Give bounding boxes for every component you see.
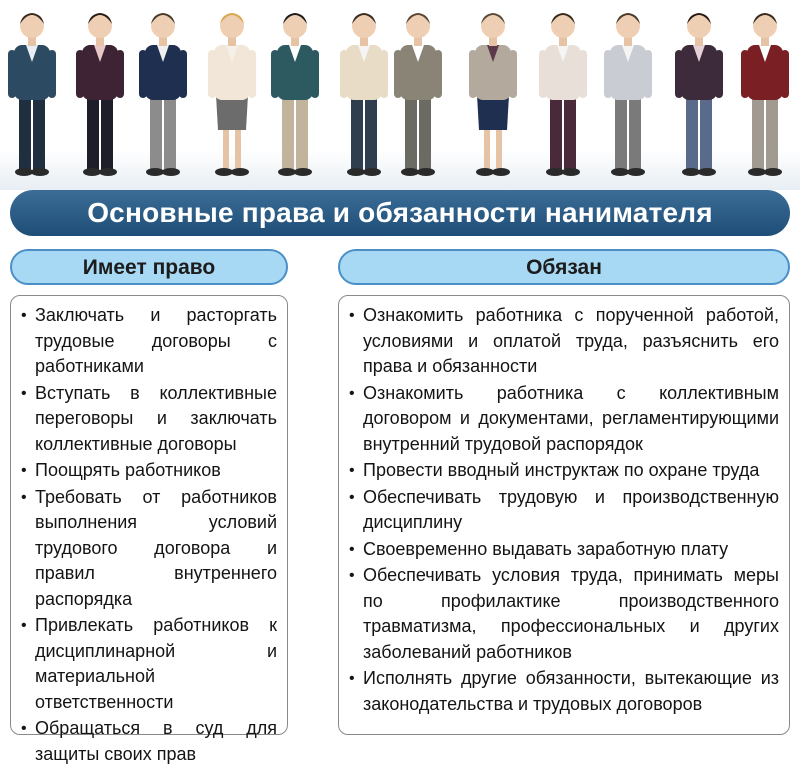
person-leg <box>629 95 641 170</box>
rights-list <box>23 303 277 767</box>
person-leg <box>496 130 502 168</box>
person-arm <box>781 50 789 98</box>
person-shoe <box>764 168 782 176</box>
list-item: • Привлекать работников к дисциплинарной и материальной ответственности <box>23 613 277 715</box>
list-item: • Своевременно выдавать заработную плату <box>351 537 779 563</box>
duties-box <box>338 295 790 735</box>
person-leg <box>752 95 764 170</box>
person-leg <box>235 130 241 168</box>
person-leg <box>615 95 627 170</box>
person-shoe <box>492 168 510 176</box>
person-leg <box>686 95 698 170</box>
person-leg <box>19 95 31 170</box>
page-title: Основные права и обязанности нанимателя <box>10 190 790 236</box>
person-leg <box>223 130 229 168</box>
person-shoe <box>278 168 296 176</box>
person-arm <box>434 50 442 98</box>
person-shoe <box>99 168 117 176</box>
person-arm <box>579 50 587 98</box>
person-skirt <box>216 95 248 130</box>
duties-list <box>351 303 779 717</box>
person-arm <box>139 50 147 98</box>
person-arm <box>76 50 84 98</box>
person-shoe <box>748 168 766 176</box>
list-item: • Заключать и расторгать трудовые договоры с работниками <box>23 303 277 380</box>
person-arm <box>539 50 547 98</box>
person-arm <box>311 50 319 98</box>
list-item: • Обеспечивать условия труда, принимать меры по профилактике производственного травматизма, профессиональных и других заболеваний работников <box>351 563 779 665</box>
person-leg <box>405 95 417 170</box>
person-arm <box>340 50 348 98</box>
person-shoe <box>15 168 33 176</box>
list-item: • Требовать от работников выполнения условий трудового договора и правил внутреннего распорядка <box>23 485 277 613</box>
person-leg <box>419 95 431 170</box>
person-arm <box>271 50 279 98</box>
person-leg <box>150 95 162 170</box>
person-leg <box>365 95 377 170</box>
person-leg <box>550 95 562 170</box>
person-leg <box>296 95 308 170</box>
person-arm <box>248 50 256 98</box>
person-shoe <box>627 168 645 176</box>
person-arm <box>380 50 388 98</box>
business-people-illustration <box>0 0 800 190</box>
person-shoe <box>347 168 365 176</box>
person-arm <box>208 50 216 98</box>
list-item: • Обеспечивать трудовую и производственную дисциплину <box>351 485 779 536</box>
person-leg <box>101 95 113 170</box>
person-arm <box>8 50 16 98</box>
list-item: • Поощрять работников <box>23 458 277 484</box>
person-shoe <box>682 168 700 176</box>
person-shoe <box>215 168 233 176</box>
person-shoe <box>476 168 494 176</box>
person-skirt <box>477 95 509 130</box>
person-shoe <box>417 168 435 176</box>
person-arm <box>48 50 56 98</box>
person-shoe <box>363 168 381 176</box>
person-leg <box>87 95 99 170</box>
person-arm <box>394 50 402 98</box>
person-shoe <box>546 168 564 176</box>
person-shoe <box>698 168 716 176</box>
list-item: • Ознакомить работника с коллективным договором и документами, регламентирующими внутренний трудовой распорядок <box>351 381 779 458</box>
person-arm <box>179 50 187 98</box>
person-leg <box>484 130 490 168</box>
person-arm <box>116 50 124 98</box>
person-arm <box>644 50 652 98</box>
person-shoe <box>562 168 580 176</box>
list-item: • Исполнять другие обязанности, вытекающие из законодательства и трудовых договоров <box>351 666 779 717</box>
person-shoe <box>162 168 180 176</box>
list-item: • Вступать в коллективные переговоры и заключать коллективные договоры <box>23 381 277 458</box>
rights-box <box>10 295 288 764</box>
person-shoe <box>31 168 49 176</box>
person-leg <box>766 95 778 170</box>
rights-header: Имеет право <box>10 249 288 285</box>
person-leg <box>282 95 294 170</box>
person-arm <box>741 50 749 98</box>
duties-header: Обязан <box>338 249 790 285</box>
person-leg <box>564 95 576 170</box>
person-arm <box>715 50 723 98</box>
person-arm <box>604 50 612 98</box>
person-leg <box>33 95 45 170</box>
person-shoe <box>83 168 101 176</box>
person-leg <box>351 95 363 170</box>
person-leg <box>164 95 176 170</box>
person-arm <box>675 50 683 98</box>
list-item: • Обращаться в суд для защиты своих прав <box>23 716 277 767</box>
person-shoe <box>401 168 419 176</box>
person-shoe <box>294 168 312 176</box>
person-leg <box>700 95 712 170</box>
person-arm <box>509 50 517 98</box>
person-shoe <box>611 168 629 176</box>
list-item: • Провести вводный инструктаж по охране труда <box>351 458 779 484</box>
person-shoe <box>146 168 164 176</box>
person-arm <box>469 50 477 98</box>
list-item: • Ознакомить работника с порученной работой, условиями и оплатой труда, разъяснить его права и обязанности <box>351 303 779 380</box>
person-shoe <box>231 168 249 176</box>
